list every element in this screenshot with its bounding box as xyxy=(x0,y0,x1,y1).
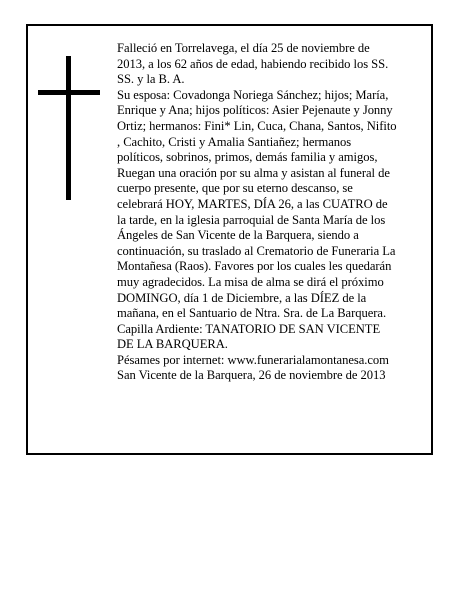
cross-vertical-bar xyxy=(66,56,71,200)
text-line: mañana, en el Santuario de Ntra. Sra. de La Barquera. xyxy=(117,306,387,321)
text-line: celebrará HOY, MARTES, DÍA 26, a las CUATRO de xyxy=(117,196,388,211)
text-line: cuerpo presente, que por su eterno descanso, se xyxy=(117,181,353,196)
condolences-link-line: Pésames por internet: www.funerarialamontanesa.com xyxy=(117,352,389,367)
text-line: DE LA BARQUERA. xyxy=(117,337,228,352)
text-line: 2013, a los 62 años de edad, habiendo recibido los SS. xyxy=(117,56,389,71)
signature-date-line: San Vicente de la Barquera, 26 de noviembre de 2013 xyxy=(117,368,386,383)
obituary-notice-frame xyxy=(26,24,433,455)
text-line: Enrique y Ana; hijos políticos: Asier Pejenaute y Jonny xyxy=(117,103,393,118)
text-line: SS. y la B. A. xyxy=(117,72,185,87)
text-line: Ortiz; hermanos: Fini* Lin, Cuca, Chana, Santos, Nifito xyxy=(117,118,397,133)
cross-horizontal-bar xyxy=(38,90,100,95)
text-line: Capilla Ardiente: TANATORIO DE SAN VICENTE xyxy=(117,321,381,336)
text-line: Falleció en Torrelavega, el día 25 de noviembre de xyxy=(117,41,370,55)
cross-icon xyxy=(38,56,100,200)
text-line: políticos, sobrinos, primos, demás familia y amigos, xyxy=(117,150,378,165)
text-line: muy agradecidos. La misa de alma se dirá el próximo xyxy=(117,274,384,289)
text-line: Su esposa: Covadonga Noriega Sánchez; hijos; María, xyxy=(117,87,389,102)
text-line: DOMINGO, día 1 de Diciembre, a las DÍEZ de la xyxy=(117,290,367,305)
text-line: Montañesa (Raos). Favores por los cuales les quedarán xyxy=(117,259,392,274)
text-line: la tarde, en la iglesia parroquial de Santa María de los xyxy=(117,212,386,227)
obituary-text xyxy=(117,41,417,384)
text-line: Ruegan una oración por su alma y asistan al funeral de xyxy=(117,165,390,180)
text-line: Ángeles de San Vicente de la Barquera, siendo a xyxy=(117,228,359,243)
text-line: continuación, su traslado al Crematorio de Funeraria La xyxy=(117,243,396,258)
text-line: , Cachito, Cristi y Amalia Santiañez; hermanos xyxy=(117,134,352,149)
